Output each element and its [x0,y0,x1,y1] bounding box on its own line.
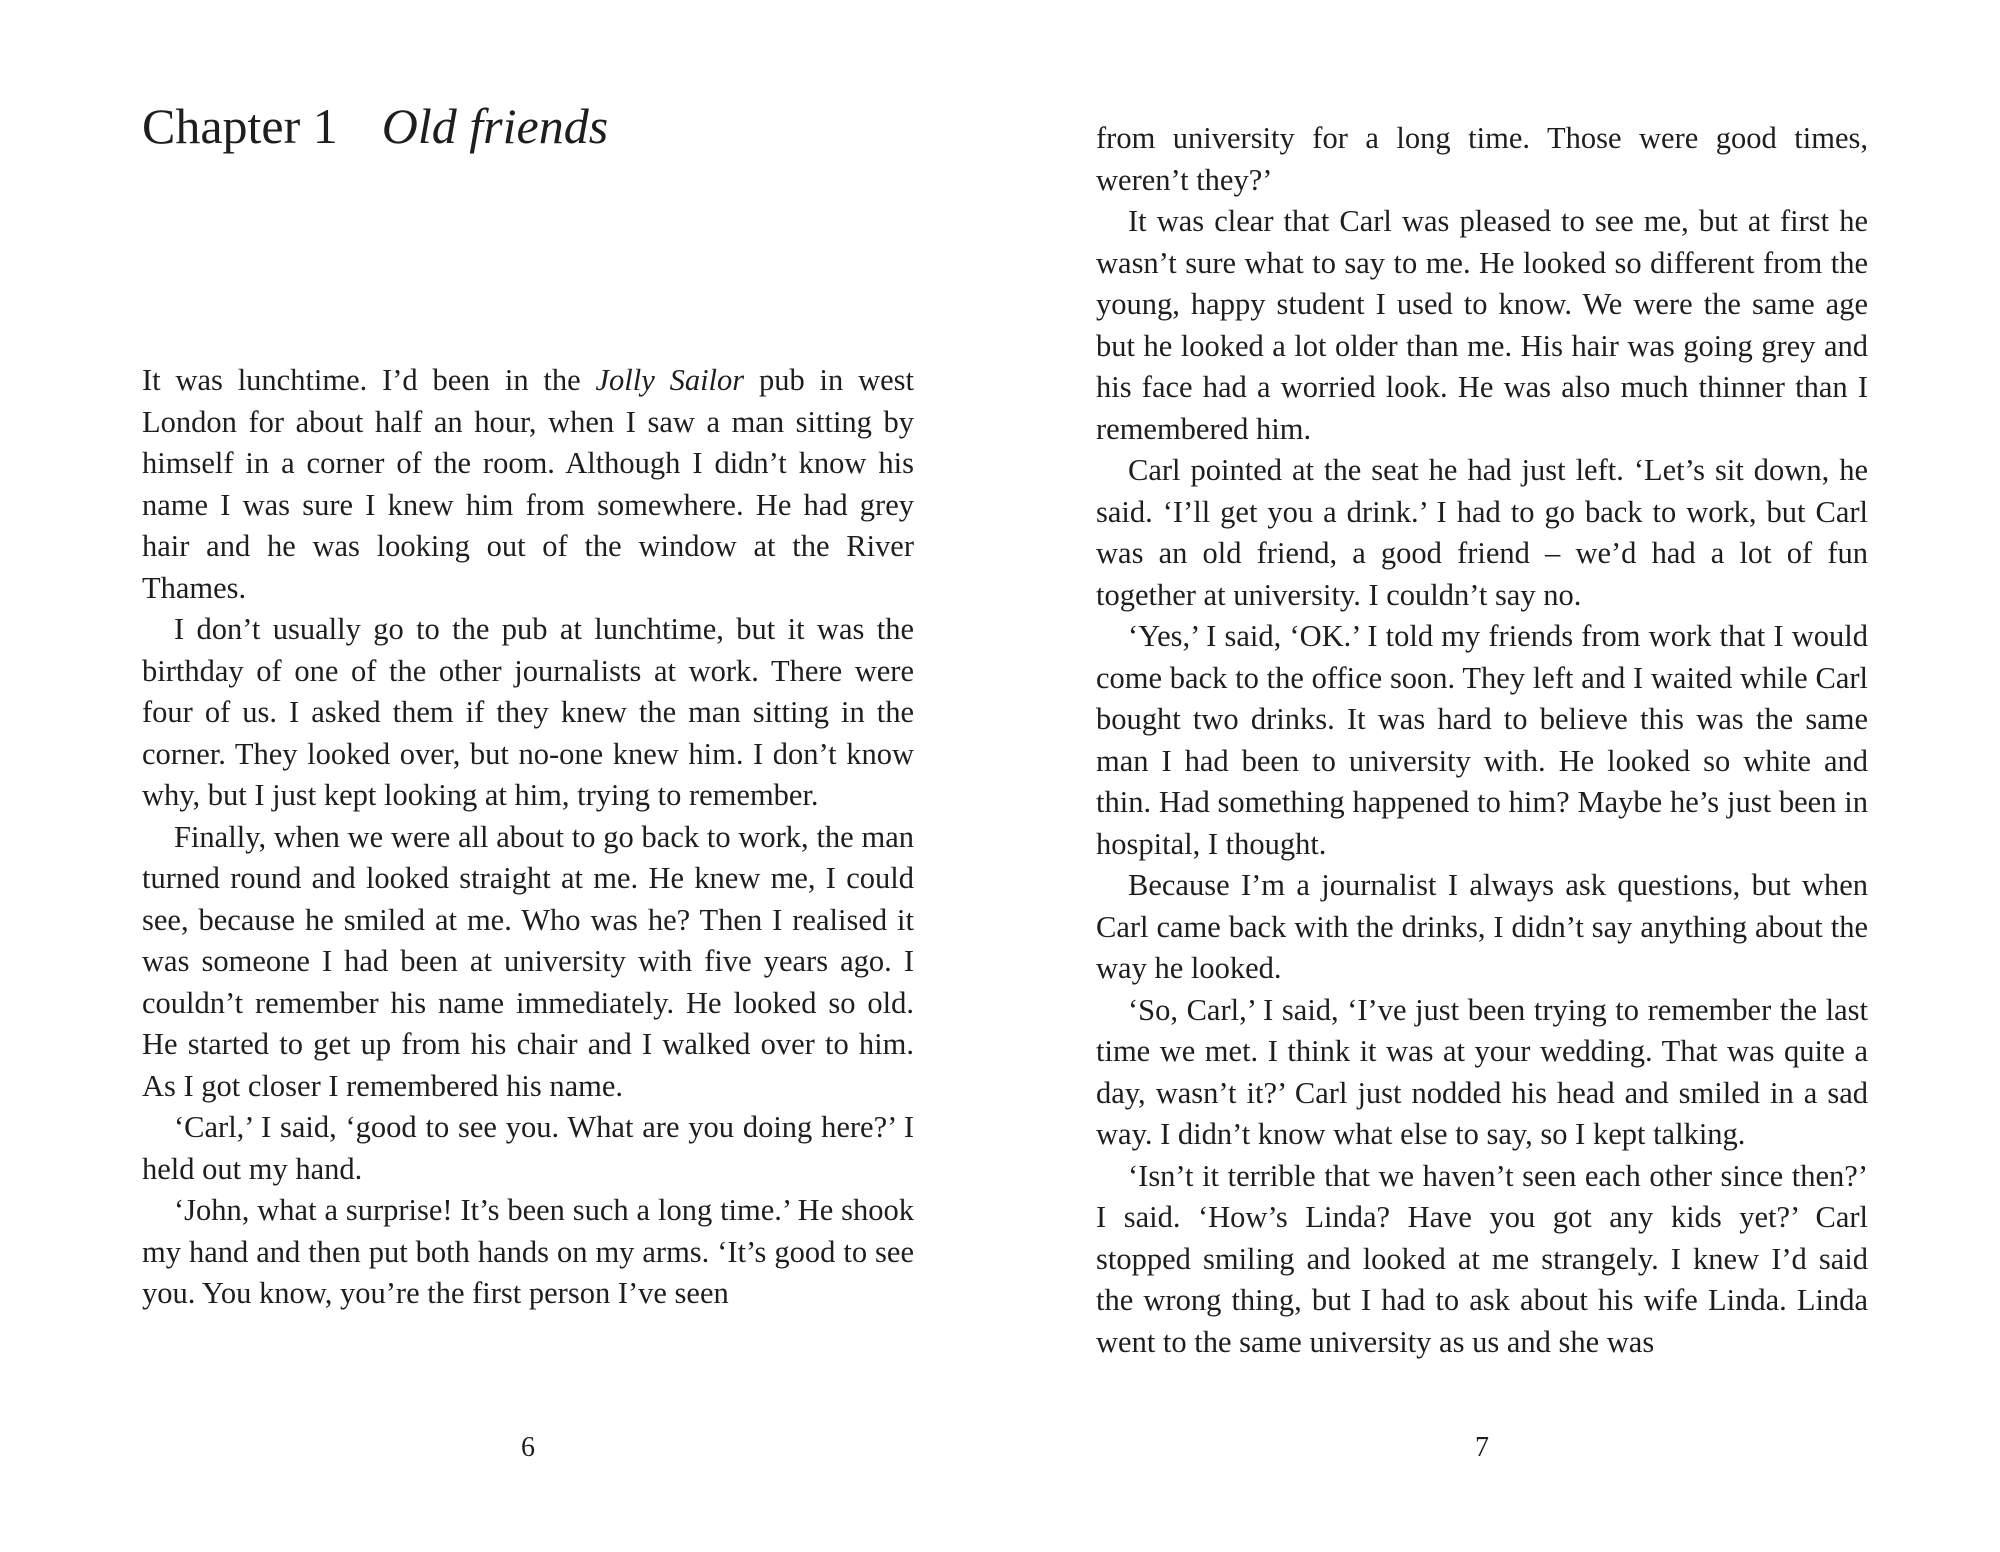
paragraph: I don’t usually go to the pub at lunchtime, but it was the birthday of one of the other journalists at work. There were four of us. I asked them if they knew the man sitting in the corner. They looked over, but no-one knew him. I don’t know why, but I just kept looking at him, trying to remember. [142,612,914,812]
paragraph: from university for a long time. Those were good times, weren’t they?’ [1096,121,1868,197]
paragraph: ‘Isn’t it terrible that we haven’t seen each other since then?’ I said. ‘How’s Linda? Have you got any kids yet?’ Carl stopped smiling and looked at me strangely. I knew I’d said the wrong thing, but I had to ask about his wife Linda. Linda went to the same university as us and she was [1096,1158,1868,1359]
left-page-text [142,360,914,1315]
pub-name: Jolly Sailor [595,363,745,397]
paragraph: ‘Carl,’ I said, ‘good to see you. What are you doing here?’ I held out my hand. [142,1110,914,1186]
paragraph: ‘So, Carl,’ I said, ‘I’ve just been trying to remember the last time we met. I think it was at your wedding. That was quite a day, wasn’t it?’ Carl just nodded his head and smiled in a sad way. I didn’t know what else to say, so I kept talking. [1096,992,1868,1151]
left-page [142,0,922,1552]
paragraph: ‘Yes,’ I said, ‘OK.’ I told my friends from work that I would come back to the office soon. They left and I waited while Carl bought two drinks. It was hard to believe this was the same man I had been to university with. He looked so white and thin. Had something happened to him? Maybe he’s just been in hospital, I thought. [1096,619,1868,861]
paragraph: Carl pointed at the seat he had just left. ‘Let’s sit down, he said. ‘I’ll get you a drink.’ I had to go back to work, but Carl was an old friend, a good friend – we’d had a lot of fun together at university. I couldn’t say no. [1096,453,1868,612]
chapter-title [142,96,608,156]
chapter-label: Chapter 1 [142,98,338,154]
paragraph [142,360,914,609]
page-number: 6 [521,1432,535,1463]
page-number: 7 [1475,1432,1489,1463]
paragraph: ‘John, what a surprise! It’s been such a long time.’ He shook my hand and then put both hands on my arms. ‘It’s good to see you. You know, you’re the first person I’ve seen [142,1193,914,1310]
right-page [1096,0,1876,1552]
paragraph: Finally, when we were all about to go back to work, the man turned round and looked straight at me. He knew me, I could see, because he smiled at me. Who was he? Then I realised it was someone I had been at university with five years ago. I couldn’t remember his name immediately. He looked so old. He started to get up from his chair and I walked over to him. As I got closer I remembered his name. [142,819,914,1103]
right-page-text [1096,118,1868,1363]
chapter-name: Old friends [381,98,609,154]
paragraph: Because I’m a journalist I always ask questions, but when Carl came back with the drinks, I didn’t say anything about the way he looked. [1096,868,1868,985]
paragraph: It was clear that Carl was pleased to see me, but at first he wasn’t sure what to say to me. He looked so different from the young, happy student I used to know. We were the same age but he looked a lot older than me. His hair was going grey and his face had a worried look. He was also much thinner than I remembered him. [1096,204,1868,446]
text-run: pub in west London for about half an hour, when I saw a man sitting by himself in a corner of the room. Although I didn’t know his name I was sure I knew him from somewhere. He had grey hair and he was looking out of the window at the River Thames. [142,363,914,605]
text-run: It was lunchtime. I’d been in the [142,363,596,397]
